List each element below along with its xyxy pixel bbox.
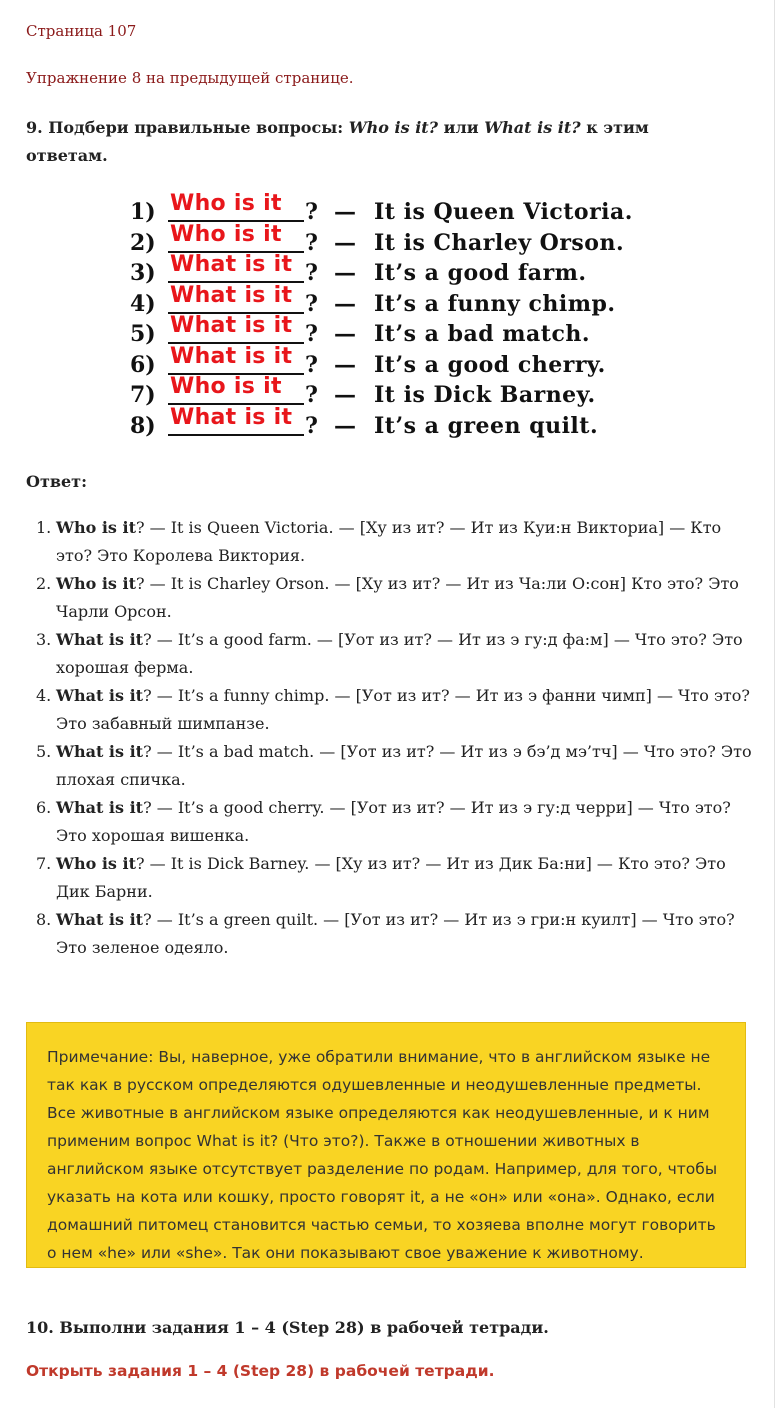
list-item xyxy=(26,906,756,962)
answer-blank xyxy=(168,221,304,253)
answer-blank xyxy=(168,376,304,405)
filled-question: Who is it xyxy=(170,191,282,216)
answer-sentence: It’s a good farm. xyxy=(374,260,587,286)
answer-text: ? — It’s a funny chimp. — [Уот из ит? — Ит из э фанни чимп] — Что это? Это забавный шимпанзе. xyxy=(56,686,750,733)
question-bold: Who is it xyxy=(56,854,136,873)
item-number: 3. xyxy=(36,630,52,649)
answer-sentence: It’s a good cherry. xyxy=(374,351,606,378)
question-bold: What is it xyxy=(56,742,144,761)
question-mark: ? xyxy=(305,382,318,408)
item-number: 2. xyxy=(36,574,52,593)
dash: — xyxy=(334,321,356,347)
row-number: 3) xyxy=(130,260,156,286)
filled-question: What is it xyxy=(170,343,293,369)
row-number: 6) xyxy=(130,351,156,378)
item-number: 1. xyxy=(36,518,52,537)
answer-blank xyxy=(168,315,304,344)
item-number: 6. xyxy=(36,798,52,817)
row-number: 5) xyxy=(130,321,156,347)
question-mark: ? xyxy=(305,412,318,439)
dash: — xyxy=(334,290,356,317)
filled-question: What is it xyxy=(170,252,293,277)
dash: — xyxy=(334,412,356,439)
exercise-row xyxy=(130,404,670,439)
exercise-row xyxy=(130,376,670,407)
answer-sentence: It is Queen Victoria. xyxy=(374,199,633,225)
question-bold: What is it xyxy=(56,686,144,705)
question-mark: ? xyxy=(305,229,318,256)
task-9-title-suffix: к этим ответам. xyxy=(26,118,649,165)
row-number: 8) xyxy=(130,412,156,439)
dash: — xyxy=(334,382,356,408)
task-9-title-prefix: 9. Подбери правильные вопросы: xyxy=(26,118,349,137)
answer-text: ? — It is Dick Barney. — [Ху из ит? — Ит из Дик Ба:ни] — Кто это? Это Дик Барни. xyxy=(56,854,726,901)
answer-blank xyxy=(168,404,304,436)
list-item xyxy=(26,682,756,738)
list-item xyxy=(26,850,756,906)
question-bold: What is it xyxy=(56,798,144,817)
answer-sentence: It’s a funny chimp. xyxy=(374,290,616,317)
item-number: 4. xyxy=(36,686,52,705)
question-bold: What is it xyxy=(56,630,144,649)
answer-sentence: It’s a green quilt. xyxy=(374,412,599,439)
item-number: 8. xyxy=(36,910,52,929)
task-10-title: 10. Выполни задания 1 – 4 (Step 28) в рабочей тетради. xyxy=(26,1318,549,1337)
dash: — xyxy=(334,229,356,256)
exercise-row xyxy=(130,221,670,256)
task-9-question-what: What is it? xyxy=(484,118,581,137)
answer-blank xyxy=(168,193,304,222)
answer-text: ? — It is Charley Orson. — [Ху из ит? — Ит из Ча:ли О:сон] Кто это? Это Чарли Орсон. xyxy=(56,574,739,621)
answer-text: ? — It’s a bad match. — [Уот из ит? — Ит из э бэ’д мэ’тч] — Что это? Это плохая спичка. xyxy=(56,742,752,789)
open-workbook-link[interactable]: Открыть задания 1 – 4 (Step 28) в рабочей тетради. xyxy=(26,1362,495,1380)
task-9-question-who: Who is it? xyxy=(348,118,439,137)
answer-blank xyxy=(168,343,304,375)
row-number: 1) xyxy=(130,199,156,225)
filled-question: Who is it xyxy=(170,374,282,399)
filled-question: Who is it xyxy=(170,221,282,247)
row-number: 7) xyxy=(130,382,156,408)
question-bold: Who is it xyxy=(56,574,136,593)
answer-sentence: It is Dick Barney. xyxy=(374,382,596,408)
row-number: 4) xyxy=(130,290,156,317)
filled-question: What is it xyxy=(170,282,293,308)
answer-sentence: It’s a bad match. xyxy=(374,321,590,347)
question-mark: ? xyxy=(305,321,318,347)
page-edge-divider xyxy=(774,0,775,1408)
list-item xyxy=(26,514,756,570)
answer-list xyxy=(26,514,756,962)
list-item xyxy=(26,738,756,794)
page-reference-link[interactable]: Страница 107 xyxy=(26,22,137,40)
question-bold: Who is it xyxy=(56,518,136,537)
answer-text: ? — It’s a green quilt. — [Уот из ит? — Ит из э гри:н куилт] — Что это? Это зеленое одеяло. xyxy=(56,910,735,957)
dash: — xyxy=(334,351,356,378)
question-mark: ? xyxy=(305,260,318,286)
item-number: 7. xyxy=(36,854,52,873)
question-bold: What is it xyxy=(56,910,144,929)
previous-exercise-link[interactable]: Упражнение 8 на предыдущей странице. xyxy=(26,69,354,87)
answer-heading: Ответ: xyxy=(26,472,87,491)
answer-sentence: It is Charley Orson. xyxy=(374,229,625,256)
exercise-row xyxy=(130,282,670,317)
filled-question: What is it xyxy=(170,404,293,430)
answer-text: ? — It is Queen Victoria. — [Ху из ит? — Ит из Куи:н Викториа] — Кто это? Это Королева Виктория. xyxy=(56,518,722,565)
filled-question: What is it xyxy=(170,313,293,338)
exercise-row xyxy=(130,315,670,346)
dash: — xyxy=(334,199,356,225)
exercise-row xyxy=(130,254,670,285)
task-9-or: или xyxy=(438,118,485,137)
exercise-row xyxy=(130,343,670,378)
item-number: 5. xyxy=(36,742,52,761)
list-item xyxy=(26,570,756,626)
question-mark: ? xyxy=(305,290,318,317)
list-item xyxy=(26,794,756,850)
dash: — xyxy=(334,260,356,286)
task-9-title xyxy=(26,114,726,170)
question-mark: ? xyxy=(305,199,318,225)
answer-text: ? — It’s a good cherry. — [Уот из ит? — Ит из э гу:д черри] — Что это? Это хорошая вишенка. xyxy=(56,798,731,845)
answer-text: ? — It’s a good farm. — [Уот из ит? — Ит из э гу:д фа:м] — Что это? Это хорошая ферма. xyxy=(56,630,743,677)
note-callout: Примечание: Вы, наверное, уже обратили внимание, что в английском языке не так как в русском определяются одушевленные и неодушевленные предметы. Все животные в английском языке определяются как неодушевленные, и к ним применим вопрос What is it? (Что это?). Также в отношении животных в английском языке отсутствует разделение по родам. Например, для того, чтобы указать на кота или кошку, просто говорят it, а не «он» или «она». Однако, если домашний питомец становится частью семьи, то хозяева вполне могут говорить о нем «he» или «she». Так они показывают свое уважение к животному. xyxy=(26,1022,746,1268)
list-item xyxy=(26,626,756,682)
exercise-image xyxy=(130,193,670,437)
exercise-row xyxy=(130,193,670,224)
answer-blank xyxy=(168,282,304,314)
row-number: 2) xyxy=(130,229,156,256)
question-mark: ? xyxy=(305,351,318,378)
answer-blank xyxy=(168,254,304,283)
